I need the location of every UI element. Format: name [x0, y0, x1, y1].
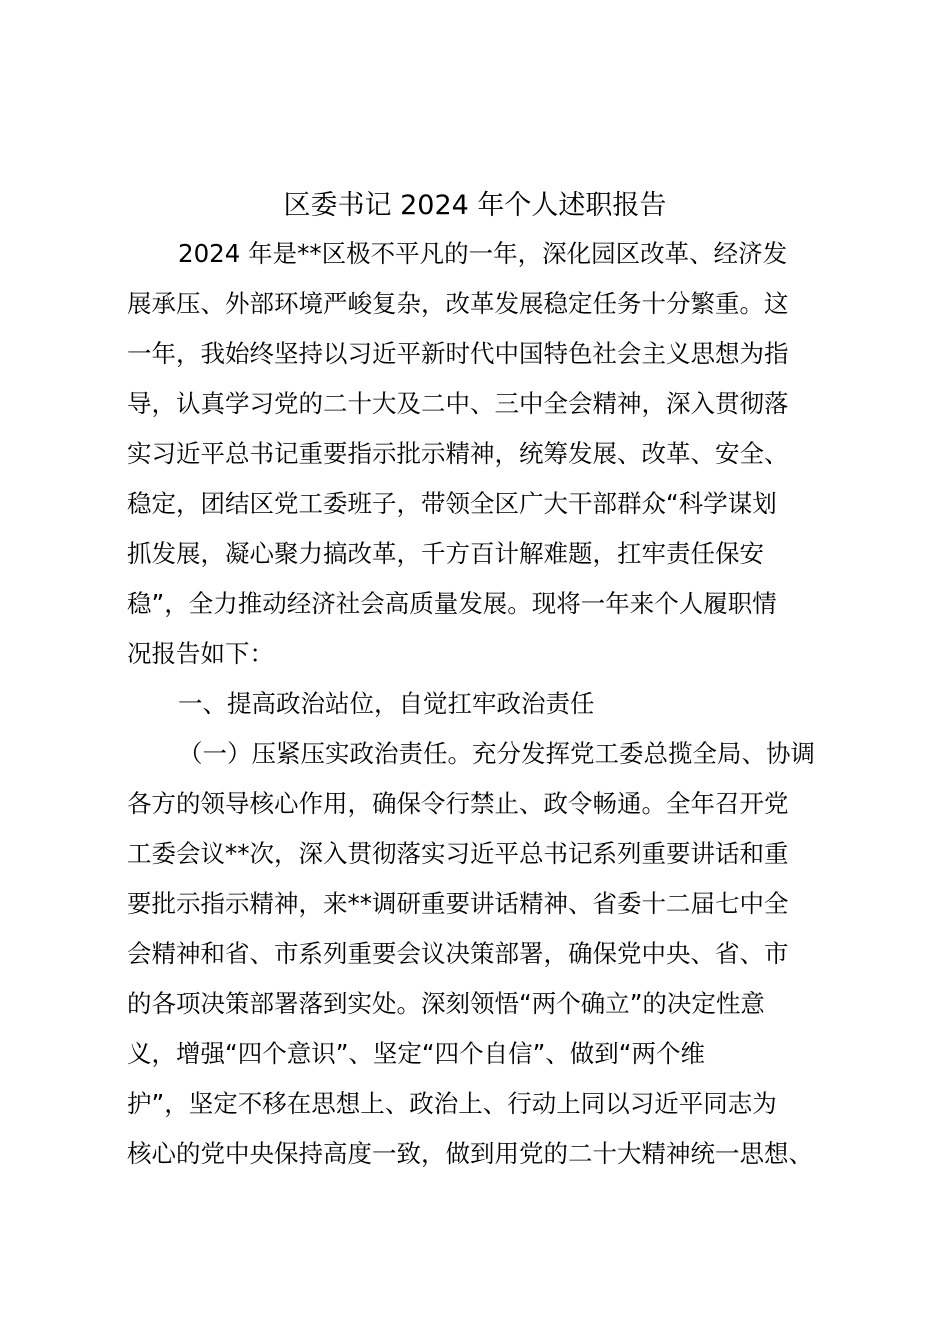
paragraph-line: 抓发展，凝心聚力搞改革，千方百计解难题，扛牢责任保安 — [127, 539, 764, 568]
paragraph-line: 义，增强“四个意识”、坚定“四个自信”、做到“两个维 — [127, 1039, 705, 1068]
paragraph-line: 护”，坚定不移在思想上、政治上、行动上同以习近平同志为 — [127, 1089, 777, 1118]
paragraph-line: 核心的党中央保持高度一致，做到用党的二十大精神统一思想、 — [127, 1139, 813, 1168]
paragraph-line: 的各项决策部署落到实处。深刻领悟“两个确立”的决定性意 — [127, 989, 765, 1018]
section-heading: 一、提高政治站位，自觉扛牢政治责任 — [178, 689, 595, 718]
paragraph-line: 各方的领导核心作用，确保令行禁止、政令畅通。全年召开党 — [127, 789, 789, 818]
paragraph-line: （一）压紧压实政治责任。充分发挥党工委总揽全局、协调 — [178, 739, 815, 768]
paragraph-line: 稳定，团结区党工委班子，带领全区广大干部群众“科学谋划 — [127, 489, 777, 518]
paragraph-line: 实习近平总书记重要指示批示精神，统筹发展、改革、安全、 — [127, 439, 789, 468]
paragraph-line: 2024 年是**区极不平凡的一年，深化园区改革、经济发 — [178, 239, 788, 268]
paragraph-line: 会精神和省、市系列重要会议决策部署，确保党中央、省、市 — [127, 939, 789, 968]
paragraph-line: 况报告如下： — [127, 639, 274, 668]
paragraph-line: 稳”，全力推动经济社会高质量发展。现将一年来个人履职情 — [127, 589, 777, 618]
paragraph-line: 展承压、外部环境严峻复杂，改革发展稳定任务十分繁重。这 — [127, 289, 789, 318]
paragraph-line: 一年，我始终坚持以习近平新时代中国特色社会主义思想为指 — [127, 339, 789, 368]
paragraph-line: 导，认真学习党的二十大及二中、三中全会精神，深入贯彻落 — [127, 389, 789, 418]
paragraph-line: 要批示指示精神，来**调研重要讲话精神、省委十二届七中全 — [127, 889, 789, 918]
paragraph-line: 工委会议**次，深入贯彻落实习近平总书记系列重要讲话和重 — [127, 839, 789, 868]
document-title: 区委书记 2024 年个人述职报告 — [283, 190, 667, 221]
